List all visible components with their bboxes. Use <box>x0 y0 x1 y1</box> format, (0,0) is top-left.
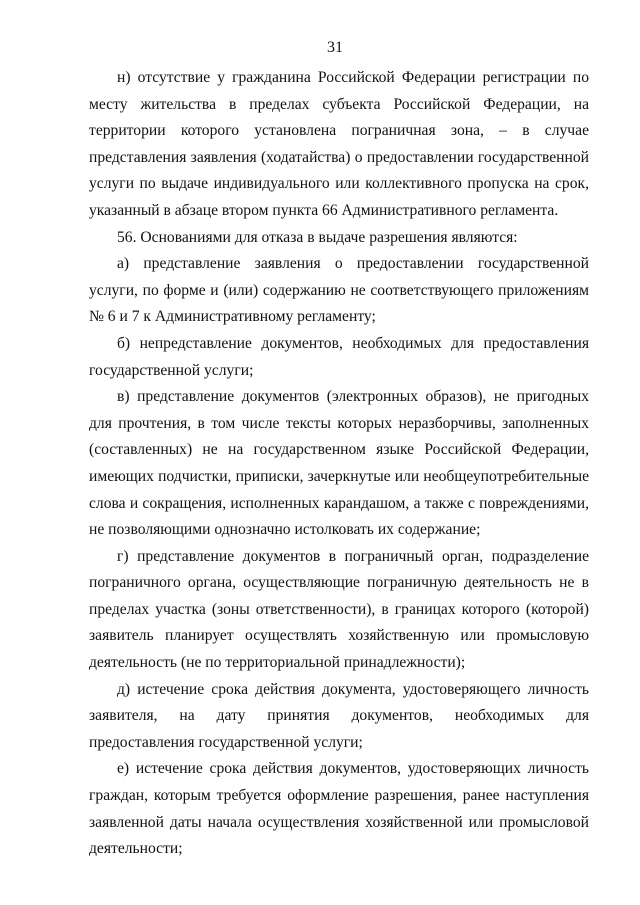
paragraph-56-heading: 56. Основаниями для отказа в выдаче разрешения являются: <box>117 228 518 246</box>
paragraph-g: г) представление документов в пограничный орган, подразделение пограничного органа, осуществляющие пограничную деятельность не в пределах участка (зоны ответственности), в границах которого (которой) заявитель планирует осуществлять хозяйственную или промысловую деятельность (не по территориальной принадлежности); <box>89 547 589 672</box>
paragraph-d: д) истечение срока действия документа, удостоверяющего личность заявителя, на дату принятия документов, необходимых для предоставления государственной услуги; <box>89 680 589 751</box>
paragraph-v: в) представление документов (электронных образов), не пригодных для прочтения, в том числе тексты которых неразборчивы, заполненных (составленных) не на государственном языке Российской Федерации, имеющих подчистки, приписки, зачеркнутые или необщеупотребительные слова и сокращения, исполненных карандашом, а также с повреждениями, не позволяющими однозначно истолковать их содержание; <box>89 388 589 539</box>
paragraph-a: а) представление заявления о предоставлении государственной услуги, по форме и (или) содержанию не соответствующего приложениям № 6 и 7 к Административному регламенту; <box>89 255 589 326</box>
paragraph-n: н) отсутствие у гражданина Российской Федерации регистрации по месту жительства в пределах субъекта Российской Федерации, на территории которого установлена пограничная зона, – в случае представления заявления (ходатайства) о предоставлении государственной услуги по выдаче индивидуального или коллективного пропуска на срок, указанный в абзаце втором пункта 66 Административного регламента. <box>89 69 589 219</box>
paragraph-b: б) непредставление документов, необходимых для предоставления государственной услуги; <box>89 334 589 379</box>
paragraph-e: е) истечение срока действия документов, удостоверяющих личность граждан, которым требуется оформление разрешения, ранее наступления заявленной даты начала осуществления хозяйственной или промысловой деятельности; <box>89 760 589 858</box>
page-number: 31 <box>327 39 343 56</box>
